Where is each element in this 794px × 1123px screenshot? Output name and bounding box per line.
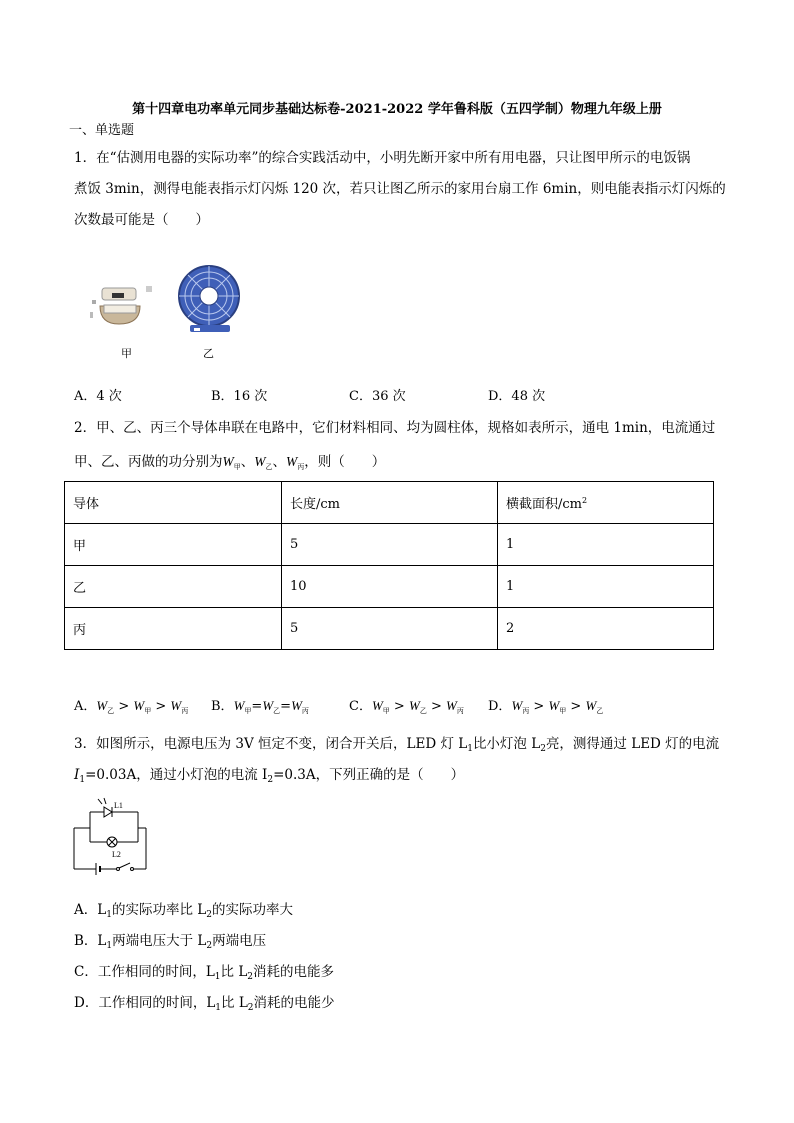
table-header-row bbox=[65, 482, 714, 524]
q2-option-b[interactable]: B．$W_甲=W_乙=W_丙$ bbox=[211, 698, 309, 715]
q1-option-b[interactable]: B．16 次 bbox=[211, 389, 268, 404]
q2-option-d[interactable]: D．$W_丙 > W_甲 > W_乙$ bbox=[488, 698, 604, 715]
q2-line-2: 甲、乙、丙做的功分别为$W_甲$、$W_乙$、$W_丙$，则（ ） bbox=[74, 454, 386, 471]
desk-fan-image bbox=[176, 262, 244, 337]
q1-line-2: 煮饭 3min，测得电能表指示灯闪烁 120 次，若只让图乙所示的家用台扇工作 6min，则电能表指示灯闪烁的 bbox=[74, 181, 726, 197]
conductor-spec-table bbox=[64, 481, 714, 650]
table-row bbox=[65, 608, 714, 650]
q1-option-a[interactable]: A．4 次 bbox=[74, 389, 122, 404]
table-header-cell: 横截面积$/cm^2$ bbox=[498, 482, 714, 524]
caption-yi: 乙 bbox=[203, 347, 214, 360]
q3-option-c[interactable]: C．工作相同的时间，$L_1$比 $L_2$消耗的电能多 bbox=[74, 964, 335, 982]
q2-option-c[interactable]: C．$W_甲 > W_乙 > W_丙$ bbox=[349, 698, 464, 715]
q2-option-a[interactable]: A．$W_乙 > W_甲 > W_丙$ bbox=[74, 698, 189, 715]
table-cell: 5 bbox=[282, 524, 498, 566]
table-header-cell: 长度/cm bbox=[282, 482, 498, 524]
l2-label: L2 bbox=[112, 850, 121, 859]
table-cell: 2 bbox=[498, 608, 714, 650]
q1-line-1: 1．在“估测用电器的实际功率”的综合实践活动中，小明先断开家中所有用电器，只让图甲所示的电饭锅 bbox=[74, 150, 691, 166]
table-cell: 5 bbox=[282, 608, 498, 650]
table-cell: 乙 bbox=[65, 566, 282, 608]
table-cell: 甲 bbox=[65, 524, 282, 566]
q3-line-1: 3．如图所示，电源电压为 3V 恒定不变，闭合开关后，LED 灯 $L_1$比小灯泡 $L_2$亮，测得通过 LED 灯的电流 bbox=[74, 736, 720, 754]
q1-option-d[interactable]: D．48 次 bbox=[488, 389, 546, 404]
table-cell: 1 bbox=[498, 524, 714, 566]
q2-line-1: 2．甲、乙、丙三个导体串联在电路中，它们材料相同、均为圆柱体，规格如表所示，通电 1min，电流通过 bbox=[74, 420, 716, 436]
rice-cooker-image bbox=[88, 280, 158, 335]
q1-option-c[interactable]: C．36 次 bbox=[349, 389, 406, 404]
l1-label: L1 bbox=[114, 801, 123, 810]
q3-line-2: $I_1=0.03A$，通过小灯泡的电流 $I_2=0.3A$，下列正确的是（ ） bbox=[74, 767, 465, 785]
circuit-diagram bbox=[70, 796, 154, 878]
table-cell: 1 bbox=[498, 566, 714, 608]
table-row bbox=[65, 566, 714, 608]
table-cell: 丙 bbox=[65, 608, 282, 650]
q3-option-b[interactable]: B．$L_1$两端电压大于 $L_2$两端电压 bbox=[74, 933, 267, 951]
page-title: 第十四章电功率单元同步基础达标卷-2021-2022 学年鲁科版（五四学制）物理九年级上册 bbox=[132, 102, 662, 117]
q1-line-3: 次数最可能是（ ） bbox=[74, 212, 209, 228]
table-header-cell: 导体 bbox=[65, 482, 282, 524]
table-cell: 10 bbox=[282, 566, 498, 608]
q3-option-d[interactable]: D．工作相同的时间，$L_1$比 $L_2$消耗的电能少 bbox=[74, 995, 335, 1013]
caption-jia: 甲 bbox=[121, 347, 132, 360]
section-heading: 一、单选题 bbox=[69, 123, 135, 138]
q3-option-a[interactable]: A．$L_1$的实际功率比 $L_2$的实际功率大 bbox=[74, 902, 293, 920]
table-row bbox=[65, 524, 714, 566]
